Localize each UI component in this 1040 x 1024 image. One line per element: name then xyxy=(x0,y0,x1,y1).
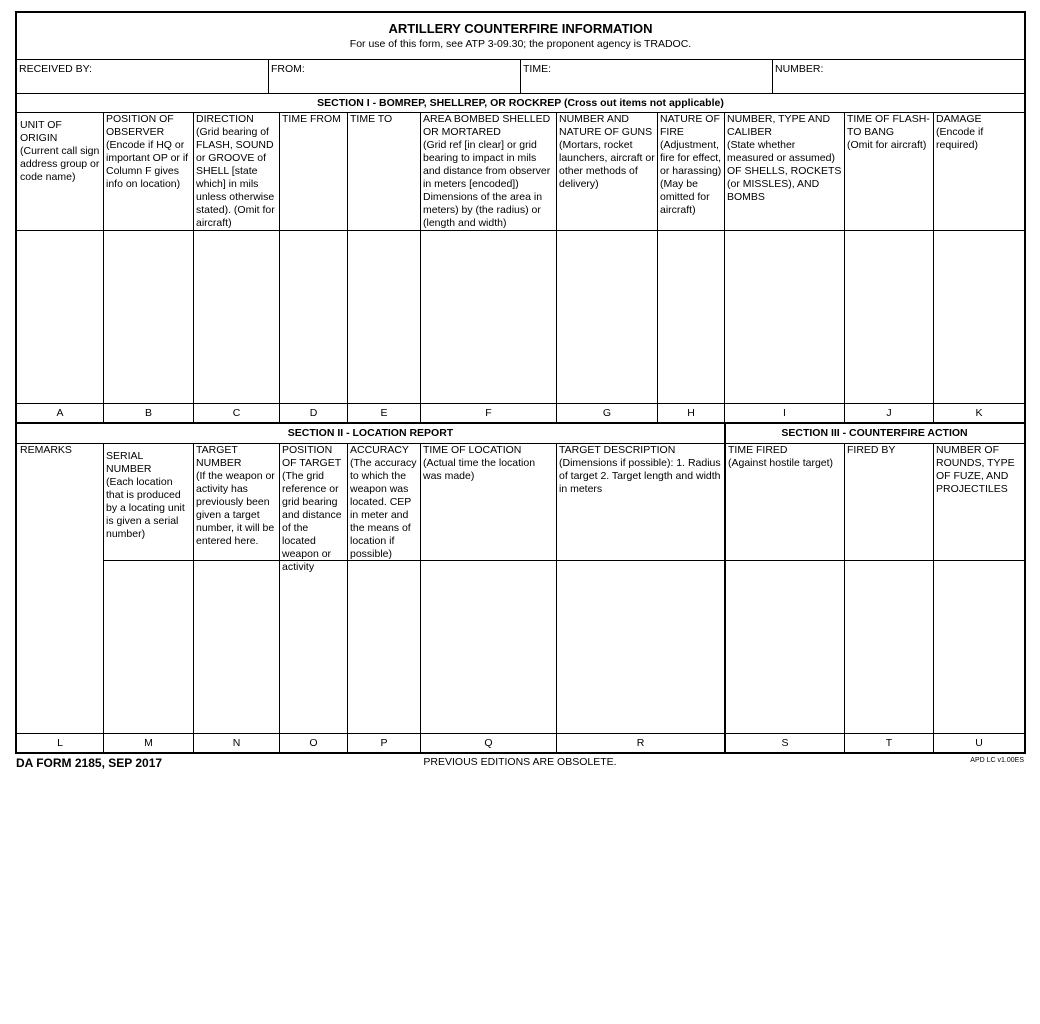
col-letter-t: T xyxy=(885,737,893,749)
col-h-header: NATURE OF FIRE (Adjustment, fire for effect, or harassing) (May be omitted for aircraft) xyxy=(660,113,722,216)
col-letter-k: K xyxy=(975,407,983,419)
col-letter-n: N xyxy=(232,737,241,749)
col-letter-i: I xyxy=(783,407,786,419)
from-label: FROM: xyxy=(271,63,305,75)
col-j-header: TIME OF FLASH-TO BANG (Omit for aircraft) xyxy=(847,113,930,151)
entry-q[interactable] xyxy=(421,561,556,733)
col-q-header: TIME OF LOCATION (Actual time the location was made) xyxy=(423,444,536,482)
received-by-field[interactable] xyxy=(19,75,265,91)
col-letter-e: E xyxy=(380,407,388,419)
col-letter-f: F xyxy=(485,407,492,419)
col-letter-b: B xyxy=(144,407,152,419)
col-letter-a: A xyxy=(56,407,64,419)
col-letter-u: U xyxy=(975,737,983,749)
col-m-header: SERIAL NUMBER (Each location that is produced by a locating unit is given a serial number) xyxy=(106,450,185,540)
entry-u[interactable] xyxy=(934,561,1024,733)
col-letter-r: R xyxy=(636,737,645,749)
col-i-header: NUMBER, TYPE AND CALIBER (State whether measured or assumed) OF SHELLS, ROCKETS (or MISSLES), AND BOMBS xyxy=(727,113,842,203)
entry-b[interactable] xyxy=(104,231,193,403)
col-l-header: REMARKS xyxy=(20,444,72,456)
form-title: ARTILLERY COUNTERFIRE INFORMATION xyxy=(388,21,653,36)
col-o-header: POSITION OF TARGET (The grid reference or grid bearing and distance of the located weapon or activity xyxy=(282,444,342,573)
number-label: NUMBER: xyxy=(775,63,824,75)
form-id: DA FORM 2185, SEP 2017 xyxy=(16,756,163,770)
counterfire-form xyxy=(15,11,1026,754)
form-subtitle: For use of this form, see ATP 3-09.30; the proponent agency is TRADOC. xyxy=(349,38,692,50)
col-f-header: AREA BOMBED SHELLED OR MORTARED (Grid ref [in clear] or grid bearing to impact in mils and distance from observer in meters [encoded]) Dimensions of the area in meters) by (the radius) or (length and width) xyxy=(423,113,551,229)
section1-title: SECTION I - BOMREP, SHELLREP, OR ROCKREP (Cross out items not applicable) xyxy=(317,97,724,109)
col-s-header: TIME FIRED (Against hostile target) xyxy=(728,444,834,469)
entry-f[interactable] xyxy=(421,231,556,403)
section2-title: SECTION II - LOCATION REPORT xyxy=(287,427,454,439)
col-letter-q: Q xyxy=(484,737,493,749)
time-field[interactable] xyxy=(523,75,769,91)
entry-r[interactable] xyxy=(557,561,724,733)
col-k-header: DAMAGE (Encode if required) xyxy=(936,113,984,151)
col-letter-o: O xyxy=(309,737,318,749)
entry-t[interactable] xyxy=(845,561,933,733)
entry-h[interactable] xyxy=(658,231,724,403)
col-letter-p: P xyxy=(380,737,388,749)
entry-g[interactable] xyxy=(557,231,657,403)
col-p-header: ACCURACY (The accuracy to which the weapon was located. CEP in meter and the means of location if possible) xyxy=(350,444,417,560)
col-r-header: TARGET DESCRIPTION (Dimensions if possible): 1. Radius of target 2. Target length and width in meters xyxy=(559,444,721,495)
from-field[interactable] xyxy=(271,75,517,91)
col-letter-h: H xyxy=(687,407,695,419)
received-by-label: RECEIVED BY: xyxy=(19,63,92,75)
entry-n[interactable] xyxy=(194,561,279,733)
entry-p[interactable] xyxy=(348,561,420,733)
col-letter-s: S xyxy=(781,737,789,749)
col-letter-c: C xyxy=(232,407,241,419)
col-letter-j: J xyxy=(886,407,892,419)
version-label: APD LC v1.00ES xyxy=(970,757,1024,764)
entry-k[interactable] xyxy=(934,231,1024,403)
col-letter-l: L xyxy=(57,737,63,749)
entry-m[interactable] xyxy=(104,561,193,733)
col-letter-g: G xyxy=(602,407,612,419)
col-u-header: NUMBER OF ROUNDS, TYPE OF FUZE, AND PROJECTILES xyxy=(936,444,1015,495)
col-c-header: DIRECTION (Grid bearing of FLASH, SOUND or GROOVE of SHELL [state which] in mils unless otherwise stated). (Omit for aircraft) xyxy=(196,113,275,229)
col-letter-d: D xyxy=(309,407,318,419)
entry-s[interactable] xyxy=(726,561,844,733)
col-b-header: POSITION OF OBSERVER (Encode if HQ or important OP or if Column F gives info on location) xyxy=(106,113,189,190)
col-letter-m: M xyxy=(144,737,153,749)
number-field[interactable] xyxy=(775,75,1021,91)
entry-j[interactable] xyxy=(845,231,933,403)
col-e-header: TIME TO xyxy=(350,113,393,125)
entry-a[interactable] xyxy=(17,231,103,403)
col-n-header: TARGET NUMBER (If the weapon or activity has previously been given a target number, it will be entered here. xyxy=(196,444,275,547)
entry-d[interactable] xyxy=(280,231,347,403)
entry-e[interactable] xyxy=(348,231,420,403)
col-g-header: NUMBER AND NATURE OF GUNS (Mortars, rocket launchers, aircraft or other methods of delivery) xyxy=(559,113,655,190)
entry-i[interactable] xyxy=(725,231,844,403)
col-a-header: UNIT OF ORIGIN (Current call sign address group or code name) xyxy=(20,119,100,183)
time-label: TIME: xyxy=(523,63,551,75)
entry-o[interactable] xyxy=(280,561,347,733)
entry-l[interactable] xyxy=(17,560,103,733)
obsolete-notice: PREVIOUS EDITIONS ARE OBSOLETE. xyxy=(423,756,617,768)
entry-c[interactable] xyxy=(194,231,279,403)
section3-title: SECTION III - COUNTERFIRE ACTION xyxy=(781,427,968,439)
col-d-header: TIME FROM xyxy=(282,113,341,125)
col-t-header: FIRED BY xyxy=(847,444,896,456)
